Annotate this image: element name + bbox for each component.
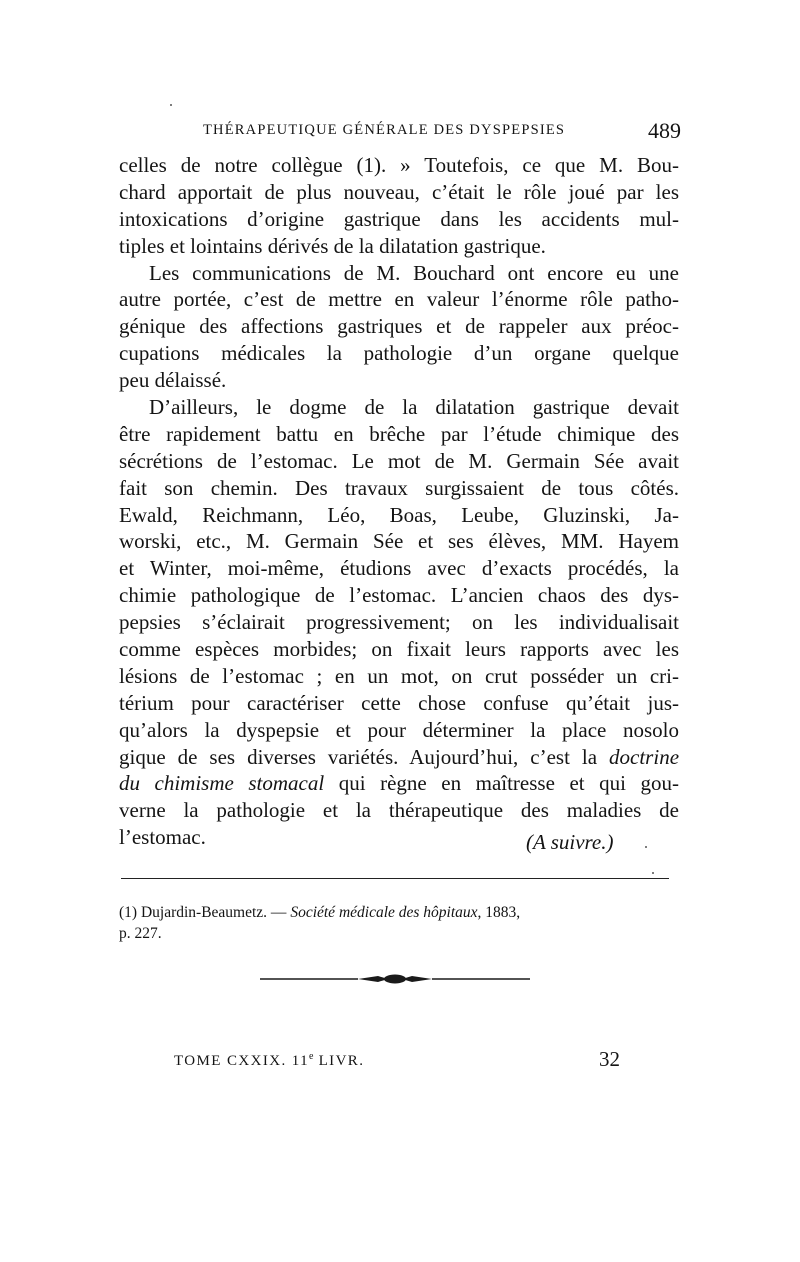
a-suivre: (A suivre.) bbox=[526, 830, 614, 854]
footnote-line-1 bbox=[119, 902, 675, 923]
text-line-22: qu’alors la dyspepsie et pour déterminer la place nosolo bbox=[119, 717, 679, 742]
text-line-8: cupations médicales la pathologie d’un organe quelque bbox=[119, 341, 679, 366]
footnote-rule bbox=[121, 878, 669, 879]
text-line-9: peu délaissé. bbox=[119, 368, 227, 393]
scan-speck bbox=[652, 872, 654, 874]
signature-number: 32 bbox=[599, 1047, 620, 1071]
text-line-24 bbox=[119, 770, 679, 797]
text-line-24-rest: qui règne en maîtresse et qui gou- bbox=[324, 771, 679, 796]
text-line-23 bbox=[119, 744, 679, 771]
text-line-14: Ewald, Reichmann, Léo, Boas, Leube, Gluzinski, Ja- bbox=[119, 502, 679, 527]
text-line-25: verne la pathologie et la thérapeutique des maladies de bbox=[119, 798, 679, 823]
running-title: THÉRAPEUTIQUE GÉNÉRALE DES DYSPEPSIES bbox=[203, 122, 566, 138]
doctrine-italic: doctrine bbox=[609, 744, 679, 769]
footnote bbox=[119, 902, 675, 944]
footnote-journal: Société médicale des hôpitaux bbox=[290, 904, 478, 921]
text-line-13: fait son chemin. Des travaux surgissaient de tous côtés. bbox=[119, 475, 679, 500]
footnote-year: , 1883, bbox=[477, 904, 521, 921]
text-line-21: térium pour caractériser cette chose confuse qu’était jus- bbox=[119, 690, 679, 715]
ornament-rule-icon bbox=[260, 972, 530, 986]
text-line-1: celles de notre collègue (1). » Toutefois, ce que M. Bou- bbox=[119, 153, 679, 177]
chimisme-italic: du chimisme stomacal bbox=[119, 771, 325, 796]
text-line-4: tiples et lointains dérivés de la dilatation gastrique. bbox=[119, 233, 546, 258]
tome-superscript: e bbox=[309, 1051, 314, 1062]
footnote-author: (1) Dujardin-Beaumetz. — bbox=[119, 904, 291, 921]
text-line-19: comme espèces morbides; on fixait leurs rapports avec les bbox=[119, 637, 679, 662]
text-line-11: être rapidement battu en brêche par l’étude chimique des bbox=[119, 421, 679, 446]
text-line-17: chimie pathologique de l’estomac. L’ancien chaos des dys- bbox=[119, 583, 679, 608]
tome-prefix: TOME CXXIX. 11 bbox=[174, 1053, 310, 1069]
signature-line bbox=[174, 1047, 620, 1073]
tome-suffix: LIVR. bbox=[313, 1053, 365, 1069]
text-line-26: l’estomac. bbox=[119, 825, 206, 850]
running-head bbox=[203, 118, 681, 142]
text-line-15: worski, etc., M. Germain Sée et ses élèves, MM. Hayem bbox=[119, 529, 679, 554]
text-line-10: D’ailleurs, le dogme de la dilatation gastrique devait bbox=[149, 395, 679, 420]
body-text bbox=[119, 152, 679, 851]
text-line-2: chard apportait de plus nouveau, c’était le rôle joué par les bbox=[119, 179, 679, 204]
scan-speck bbox=[645, 846, 647, 848]
scan-speck bbox=[170, 104, 172, 106]
text-line-23-main: gique de ses diverses variétés. Aujourd’hui, c’est la bbox=[119, 744, 598, 769]
text-line-6: autre portée, c’est de mettre en valeur l’énorme rôle patho- bbox=[119, 287, 679, 312]
text-line-16: et Winter, moi-même, étudions avec d’exacts procédés, la bbox=[119, 556, 679, 581]
tome-volume bbox=[174, 1051, 364, 1070]
text-line-7: génique des affections gastriques et de rappeler aux préoc- bbox=[119, 314, 679, 339]
text-line-12: sécrétions de l’estomac. Le mot de M. Germain Sée avait bbox=[119, 448, 679, 473]
text-line-3: intoxications d’origine gastrique dans les accidents mul- bbox=[119, 206, 679, 231]
text-line-20: lésions de l’estomac ; en un mot, on crut posséder un cri- bbox=[119, 663, 679, 688]
page-number: 489 bbox=[648, 118, 681, 143]
text-line-18: pepsies s’éclairait progressivement; on les individualisait bbox=[119, 610, 679, 635]
text-line-5: Les communications de M. Bouchard ont encore eu une bbox=[149, 260, 679, 285]
footnote-line-2: p. 227. bbox=[119, 925, 162, 942]
